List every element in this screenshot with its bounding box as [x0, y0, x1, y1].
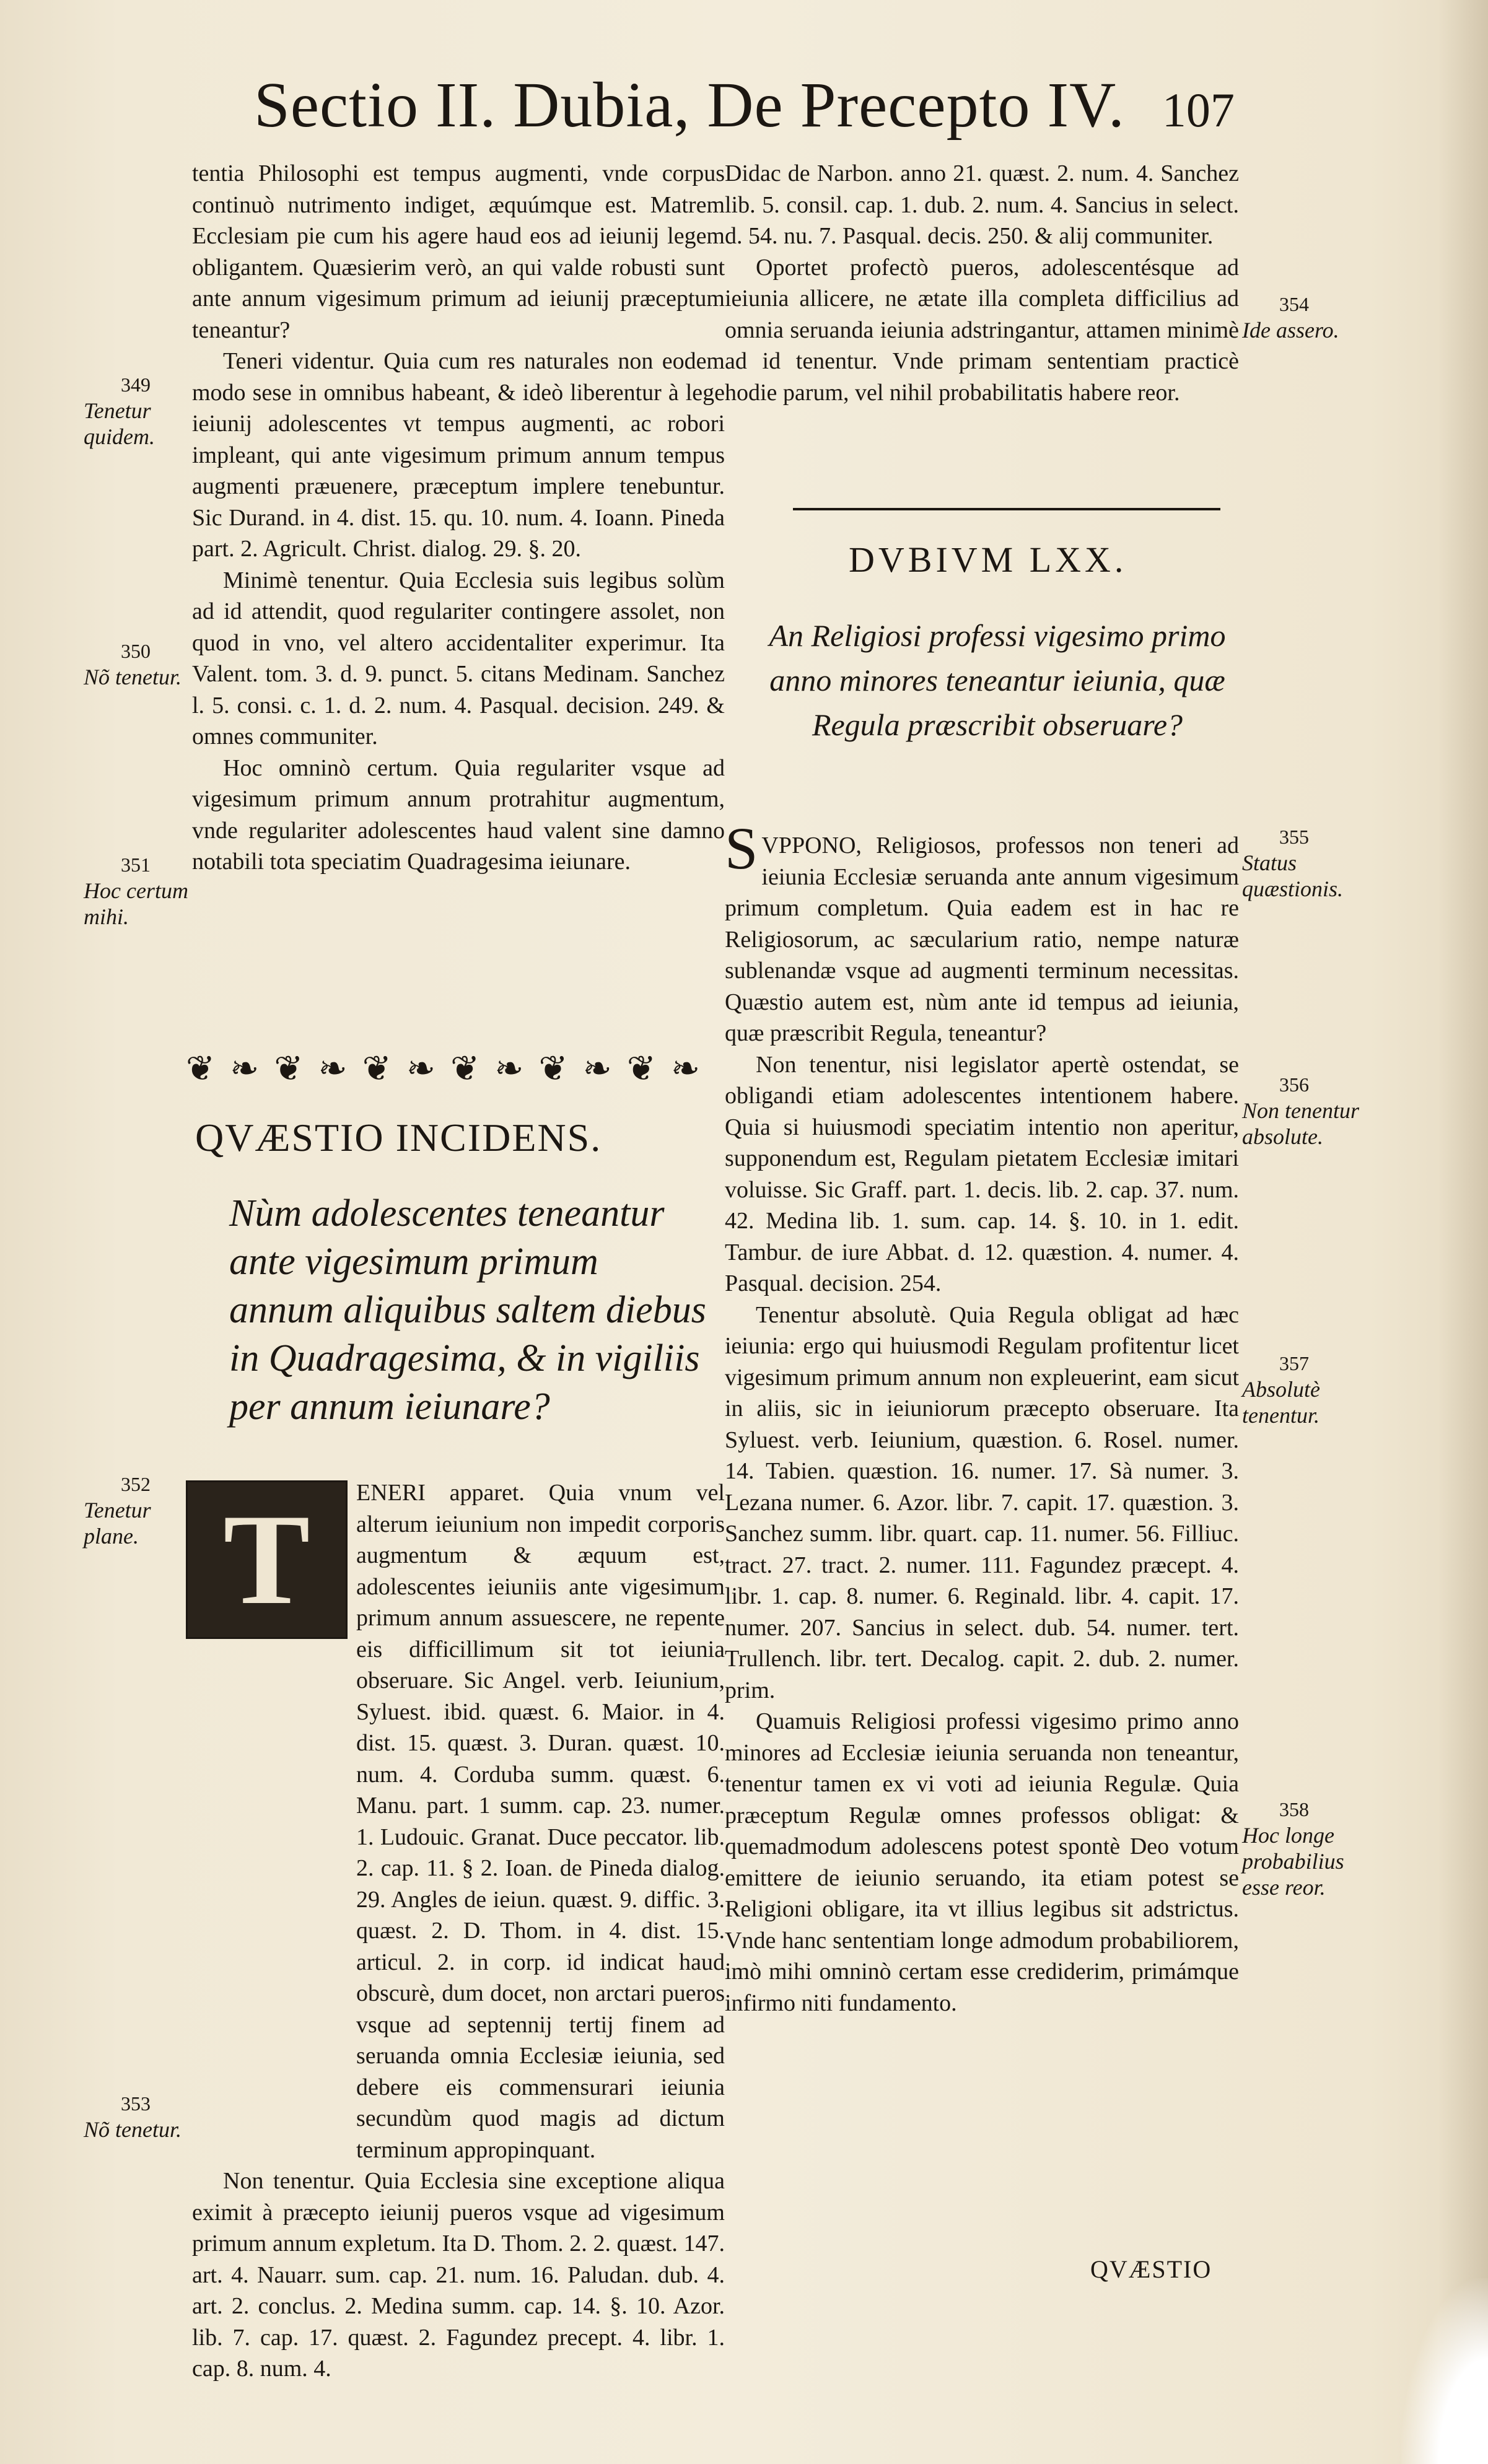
paragraph — [725, 815, 1239, 1049]
paragraph: Non tenentur, nisi legislator apertè ostendat, se obligandi etiam adolescentes intentionem habere. Quia si huiusmodi speciatim intentio non aperitur, supponendum est, Regulam pietatem Ecclesiæ imitari voluisse. Sic Graff. part. 1. decis. lib. 2. cap. 37. num. 42. Medina lib. 1. sum. cap. 14. §. 10. in 1. edit. Tambur. de iure Abbat. d. 12. quæstion. 4. numer. 4. Pasqual. decision. 254. — [725, 1051, 1239, 1296]
margin-text: Non tenentur absolute. — [1242, 1098, 1359, 1149]
quaestio-heading: QVÆSTIO INCIDENS. — [195, 1116, 602, 1160]
margin-note-356 — [1242, 1072, 1366, 1150]
paragraph-with-initial: ENERI apparet. Quia vnum vel alterum ieiunium non impedit corporis augmentum & æquum est, adolescentes ieiuniis ante vigesimum primum annum assuescere, ne repente eis difficillimum sit tot ieiunia obseruare. Sic Angel. verb. Ieiunium, Syluest. ibid. quæst. 6. Maior. in 4. dist. 15. quæst. 3. Duran. quæst. 10. num. 4. Corduba summ. quæst. 6. Manu. part. 1 summ. cap. 23. numer. 1. Ludouic. Granat. Duce peccator. lib. 2. cap. 11. § 2. Ioan. de Pineda dialog. 29. Angles de ieiun. quæst. 9. diffic. 3. quæst. 2. D. Thom. in 4. dist. 15. articul. 2. in corp. id indicat haud obscurè, dum docet, non arctari pueros vsque ad septennij tertij finem ad seruanda omnia Ecclesiæ ieiunia, sed debere eis commensurari ieiunia secundùm quod magis ad dictum terminum appropinquant. — [356, 1480, 725, 2163]
paragraph: Hoc omninò certum. Quia regulariter vsque ad vigesimum primum annum protrahitur augmentum, vnde regulariter adolescentes haud valent sine damno notabili tota speciatim Quadragesima ieiunare. — [192, 754, 725, 875]
margin-number: 352 — [121, 1473, 151, 1495]
paragraph: tentia Philosophi est tempus augmenti, vnde corpus continuò nutrimento indiget, æquúmque est. Matrem Ecclesiam pie cum his agere haud eos ad ieiunij legem obligantem. Quæsierim verò, an qui valde robusti sunt ante annum vigesimum primum ad ieiunij præceptum teneantur? — [192, 160, 725, 343]
fleuron-icon: ❦ — [450, 1048, 480, 1089]
fleuron-icon: ❧ — [494, 1048, 524, 1089]
left-column-lower — [192, 1477, 725, 2385]
dropcap-letter: T — [223, 1487, 310, 1632]
margin-number: 356 — [1279, 1073, 1309, 1096]
margin-note-355 — [1242, 824, 1366, 902]
margin-text: Absolutè tenentur. — [1242, 1377, 1320, 1428]
margin-text: Status quæstionis. — [1242, 850, 1344, 901]
margin-note-357 — [1242, 1350, 1366, 1428]
margin-number: 354 — [1279, 293, 1309, 315]
margin-text: Hoc longe probabilius esse reor. — [1242, 1823, 1344, 1900]
margin-text: Nõ tenetur. — [84, 665, 182, 689]
margin-number: 355 — [1279, 826, 1309, 848]
margin-number: 351 — [121, 854, 151, 876]
paragraph: Minimè tenentur. Quia Ecclesia suis legibus solùm ad id attendit, quod regulariter contingere assolet, non quod in vno, vel altero accidentaliter experimur. Ita Valent. tom. 3. d. 9. punct. 5. citans Medinam. Sanchez l. 5. consi. c. 1. d. 2. num. 4. Pasqual. decision. 249. & omnes communiter. — [192, 567, 725, 749]
fleuron-icon: ❦ — [626, 1048, 656, 1089]
margin-text: Hoc certum mihi. — [84, 878, 188, 929]
fleuron-icon: ❧ — [671, 1048, 700, 1089]
dubium-heading: DVBIVM LXX. — [849, 540, 1127, 580]
paragraph: Didac de Narbon. anno 21. quæst. 2. num. 4. Sanchez lib. 5. consil. cap. 1. dub. 2. num. 4. Sancius in select. d. 54. nu. 7. Pasqual. decis. 250. & alij communiter. — [725, 160, 1239, 249]
margin-number: 358 — [1279, 1798, 1309, 1820]
fleuron-icon: ❦ — [274, 1048, 304, 1089]
running-head — [254, 68, 1270, 161]
margin-text: Tenetur quidem. — [84, 398, 155, 449]
paragraph: Oportet profectò pueros, adolescentésque ad ieiunia allicere, ne ætate illa completa difficilius ad omnia seruanda ieiunia adstringantur, attamen minimè ad id tenentur. Vnde primam sententiam practicè hodie parum, vel nihil probabilitatis habere reor. — [725, 254, 1239, 406]
margin-note-352 — [84, 1471, 195, 1549]
margin-number: 357 — [1279, 1352, 1309, 1374]
margin-number: 350 — [121, 640, 151, 662]
fleuron-icon: ❧ — [406, 1048, 435, 1089]
fleuron-icon: ❦ — [538, 1048, 568, 1089]
paragraph: Teneri videntur. Quia cum res naturales non eodem modo sese in omnibus habeant, & ideò liberentur à lege ieiunij adolescentes vt tempus augmenti, ac robori impleant, qui ante vigesimum primum annum tempus augmenti præuenere, præceptum implere tenebuntur. Sic Durand. in 4. dist. 15. qu. 10. num. 4. Ioann. Pineda part. 2. Agricult. Christ. dialog. 29. §. 20. — [192, 348, 725, 562]
torn-corner — [1401, 2278, 1488, 2464]
initial-letter: S — [725, 815, 758, 881]
paragraph-text: VPPONO, Religiosos, professos non teneri ad ieiunia Ecclesiæ seruanda ante annum vigesimum primum completum. Quia eadem est in hac re Religiosorum, ac sæcularium ratio, nempe naturæ sublenandæ vsque ad augmenti terminum necessitas. Quæstio autem est, nùm ante id tempus ad ieiunia, quæ præscribit Regula, teneantur? — [725, 832, 1239, 1046]
catchword: QVÆSTIO — [1090, 2255, 1212, 2283]
fleuron-icon: ❧ — [230, 1048, 260, 1089]
margin-note-354 — [1242, 291, 1366, 343]
page-number: 107 — [1162, 83, 1235, 137]
margin-number: 349 — [121, 374, 151, 396]
right-column — [725, 158, 1239, 408]
margin-text: Nõ tenetur. — [84, 2117, 182, 2142]
margin-note-349 — [84, 372, 195, 450]
quaestio-subtitle: Nùm adolescentes teneantur ante vigesimum primum annum aliquibus saltem diebus in Quadragesima, & in vigiliis per annum ieiunare? — [229, 1192, 706, 1428]
scan-shadow — [1438, 0, 1488, 2464]
margin-note-351 — [84, 852, 195, 930]
running-title: Sectio II. Dubia, De Precepto IV. — [254, 69, 1125, 141]
paragraph: Non tenentur. Quia Ecclesia sine exceptione aliqua eximit à præcepto ieiunij pueros vsque ad vigesimum primum annum expletum. Ita D. Thom. 2. 2. quæst. 147. art. 4. Nauarr. sum. cap. 21. num. 16. Paludan. dub. 4. art. 2. conclus. 2. Medina summ. cap. 14. §. 10. Azor. lib. 7. cap. 17. quæst. 2. Fagundez precept. 4. libr. 1. cap. 8. num. 4. — [192, 2168, 725, 2382]
margin-note-358 — [1242, 1796, 1366, 1900]
ornament-band — [186, 1047, 700, 1090]
fleuron-icon: ❦ — [186, 1048, 215, 1089]
fleuron-icon: ❧ — [318, 1048, 348, 1089]
right-column-lower — [725, 815, 1239, 2019]
dubium-subtitle: An Religiosi professi vigesimo primo anno minores teneantur ieiunia, quæ Regula præscribit obseruare? — [769, 618, 1226, 742]
margin-text: Tenetur plane. — [84, 1498, 151, 1549]
margin-note-350 — [84, 638, 195, 690]
margin-text: Ide assero. — [1242, 318, 1339, 343]
paragraph: Quamuis Religiosi professi vigesimo primo anno minores ad Ecclesiæ ieiunia seruanda non teneantur, tenentur tamen ex vi voti ad ieiunia Regulæ. Quia præceptum Regulæ omnes professos obligat: & quemadmodum adolescens potest spontè Deo votum emittere de ieiunio seruando, ita etiam potest se Religioni obligare, ita vt illius legibus sit adstrictus. Vnde hanc sententiam longe admodum probabiliorem, imò mihi omninò certam esse crediderim, primámque infirmo niti fundamento. — [725, 1708, 1239, 2016]
margin-number: 353 — [121, 2092, 151, 2115]
margin-note-353 — [84, 2090, 195, 2143]
section-rule — [793, 508, 1220, 510]
fleuron-icon: ❧ — [582, 1048, 612, 1089]
paragraph: Tenentur absolutè. Quia Regula obligat ad hæc ieiunia: ergo qui huiusmodi Regulam profitentur licet vigesimum primum annum non expleuerint, eam sicut in aliis, sic in ieiuniorum præcepto obseruare. Ita Syluest. verb. Ieiunium, quæstion. 6. Rosel. numer. 14. Tabien. quæstion. 16. numer. 17. Sà numer. 3. Lezana numer. 6. Azor. libr. 7. capit. 17. quæstion. 3. Sanchez summ. libr. quart. cap. 11. numer. 56. Filliuc. tract. 27. tract. 2. numer. 111. Fagundez præcept. 4. libr. 1. cap. 8. numer. 6. Reginald. libr. 4. capit. 17. numer. 207. Sancius in select. dub. 54. numer. tert. Trullench. libr. tert. Decalog. capit. 2. dub. 2. numer. prim. — [725, 1301, 1239, 1703]
fleuron-icon: ❦ — [362, 1048, 392, 1089]
left-column — [192, 158, 725, 878]
